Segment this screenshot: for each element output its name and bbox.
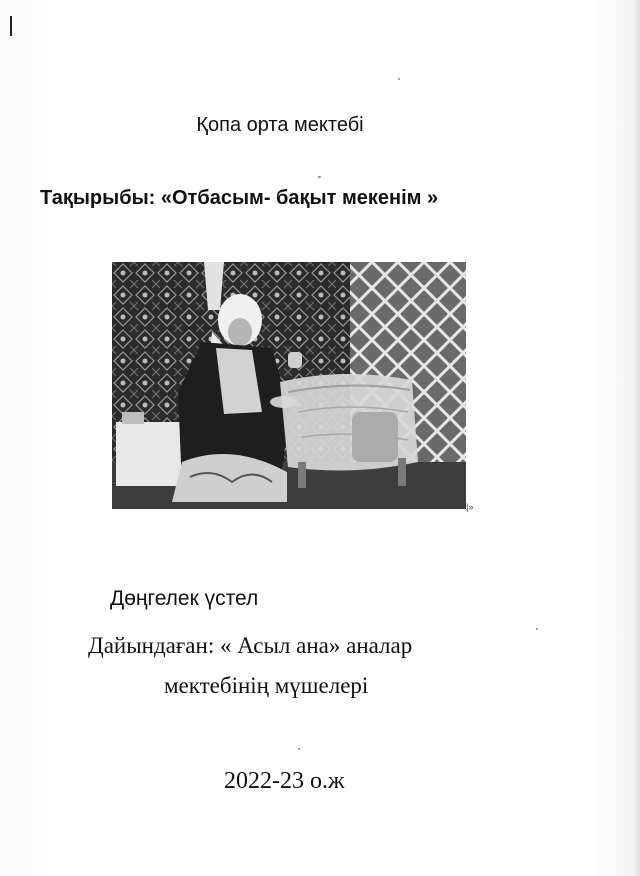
photo-illustration bbox=[112, 262, 466, 509]
scan-speck bbox=[318, 176, 321, 178]
prepared-by-line-2: мектебінің мүшелері bbox=[164, 673, 369, 698]
academic-year: 2022-23 о.ж bbox=[224, 768, 345, 794]
photo-edge-mark: |» bbox=[466, 502, 474, 512]
scan-mark bbox=[10, 16, 12, 36]
scan-speck bbox=[398, 78, 400, 80]
prepared-by-line-1: Дайындаған: « Асыл ана» аналар bbox=[88, 633, 413, 658]
event-photo bbox=[112, 262, 466, 509]
scan-speck bbox=[298, 748, 300, 750]
event-type: Дөңгелек үстел bbox=[110, 587, 259, 610]
page-edge-shadow bbox=[632, 0, 640, 876]
topic-title: Тақырыбы: «Отбасым- бақыт мекенім » bbox=[40, 187, 439, 209]
school-name: Қопа орта мектебі bbox=[196, 114, 364, 136]
scan-speck bbox=[536, 628, 538, 630]
